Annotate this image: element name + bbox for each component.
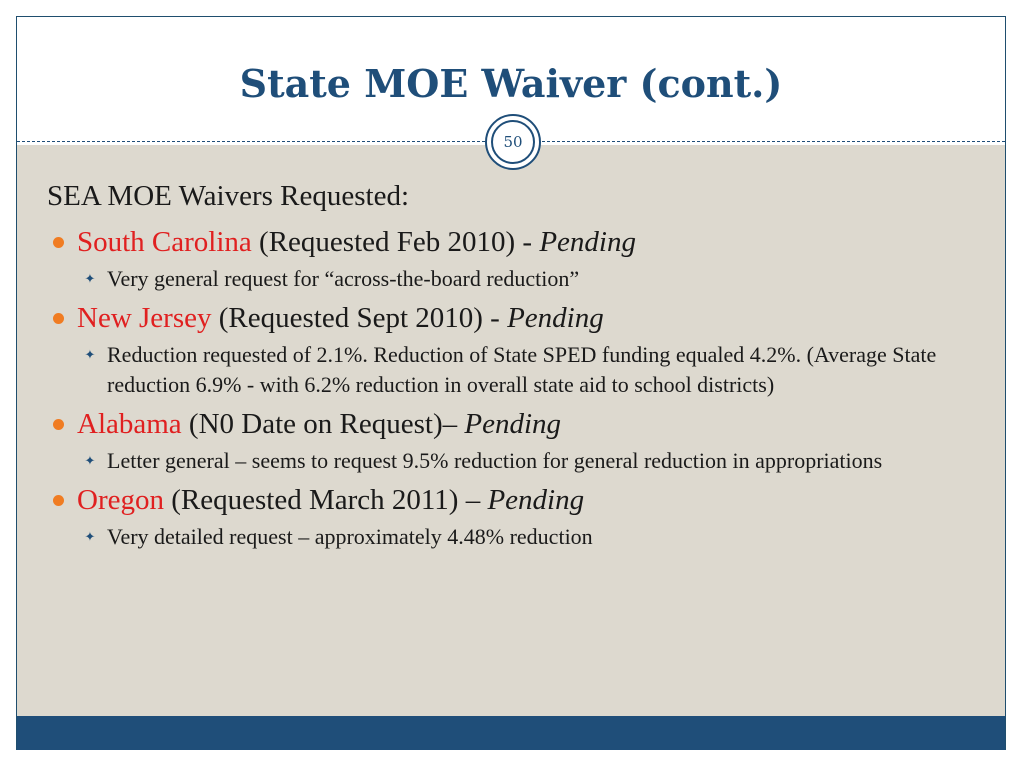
slide-title: State MOE Waiver (cont.) xyxy=(239,61,783,106)
slide-body xyxy=(47,176,947,552)
request-detail: (N0 Date on Request)– xyxy=(181,408,465,440)
status-label: Pending xyxy=(487,484,585,516)
sub-list-item xyxy=(47,522,947,552)
state-name: South Carolina xyxy=(77,226,252,258)
list-item xyxy=(47,404,947,444)
request-detail: (Requested Feb 2010) - xyxy=(251,226,540,258)
four-point-star-icon: ✦ xyxy=(84,271,96,286)
orange-dot-icon xyxy=(53,495,64,506)
request-detail: (Requested Sept 2010) - xyxy=(211,302,508,334)
state-name: Alabama xyxy=(77,408,182,440)
sub-list-item xyxy=(47,264,947,294)
sub-item-text: Letter general – seems to request 9.5% reduction for general reduction in appropriations xyxy=(107,448,883,473)
state-name: Oregon xyxy=(77,484,164,516)
sub-list-item xyxy=(47,340,947,400)
status-label: Pending xyxy=(464,408,562,440)
state-name: New Jersey xyxy=(77,302,212,334)
list-item xyxy=(47,222,947,262)
four-point-star-icon: ✦ xyxy=(84,529,96,544)
status-label: Pending xyxy=(507,302,604,334)
sub-item-text: Very detailed request – approximately 4.48% reduction xyxy=(107,524,593,549)
list-item xyxy=(47,480,947,520)
sub-item-text: Very general request for “across-the-board reduction” xyxy=(107,266,580,291)
orange-dot-icon xyxy=(53,237,64,248)
list-item xyxy=(47,298,947,338)
four-point-star-icon: ✦ xyxy=(84,453,96,468)
request-detail: (Requested March 2011) – xyxy=(163,484,488,516)
orange-dot-icon xyxy=(53,313,64,324)
section-heading: SEA MOE Waivers Requested: xyxy=(47,180,410,212)
footer-bar xyxy=(17,716,1005,750)
status-label: Pending xyxy=(539,226,636,258)
orange-dot-icon xyxy=(53,419,64,430)
four-point-star-icon: ✦ xyxy=(84,347,96,362)
page-number: 50 xyxy=(491,120,535,164)
page-number-badge xyxy=(485,114,541,170)
sub-list-item xyxy=(47,446,947,476)
sub-item-text: Reduction requested of 2.1%. Reduction of State SPED funding equaled 4.2%. (Average State reduction 6.9% - with 6.2% reduction in overall state aid to school districts) xyxy=(107,342,937,397)
